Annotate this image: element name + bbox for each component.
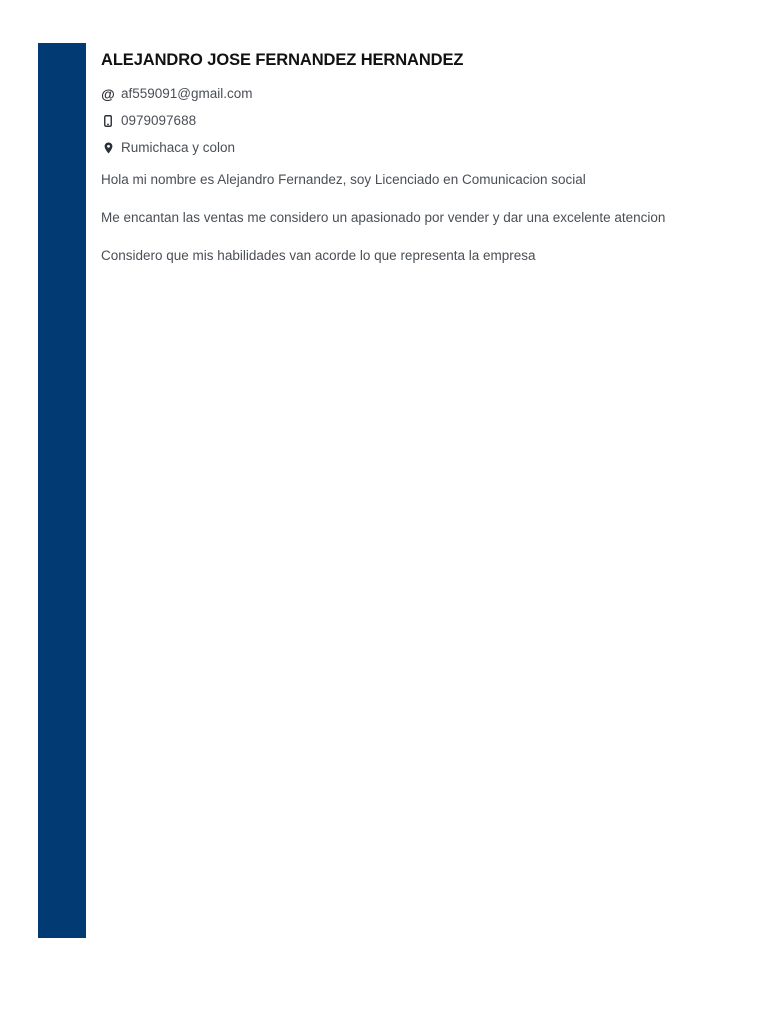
contact-info	[101, 80, 741, 161]
phone-text: 0979097688	[121, 113, 197, 128]
accent-sidebar	[38, 43, 86, 938]
email-text: af559091@gmail.com	[121, 86, 253, 101]
summary-section	[101, 170, 741, 265]
contact-phone	[101, 107, 741, 134]
summary-paragraph: Hola mi nombre es Alejandro Fernandez, soy Licenciado en Comunicacion social	[101, 172, 586, 187]
location-pin-icon	[101, 141, 115, 155]
contact-email	[101, 80, 741, 107]
summary-paragraph: Considero que mis habilidades van acorde lo que representa la empresa	[101, 248, 536, 263]
at-icon: @	[101, 85, 115, 102]
candidate-name: ALEJANDRO JOSE FERNANDEZ HERNANDEZ	[101, 51, 464, 69]
summary-paragraph: Me encantan las ventas me considero un apasionado por vender y dar una excelente atencion	[101, 210, 666, 225]
resume-content	[101, 50, 741, 284]
mobile-phone-icon	[101, 114, 115, 128]
contact-address	[101, 134, 741, 161]
address-text: Rumichaca y colon	[121, 140, 236, 155]
